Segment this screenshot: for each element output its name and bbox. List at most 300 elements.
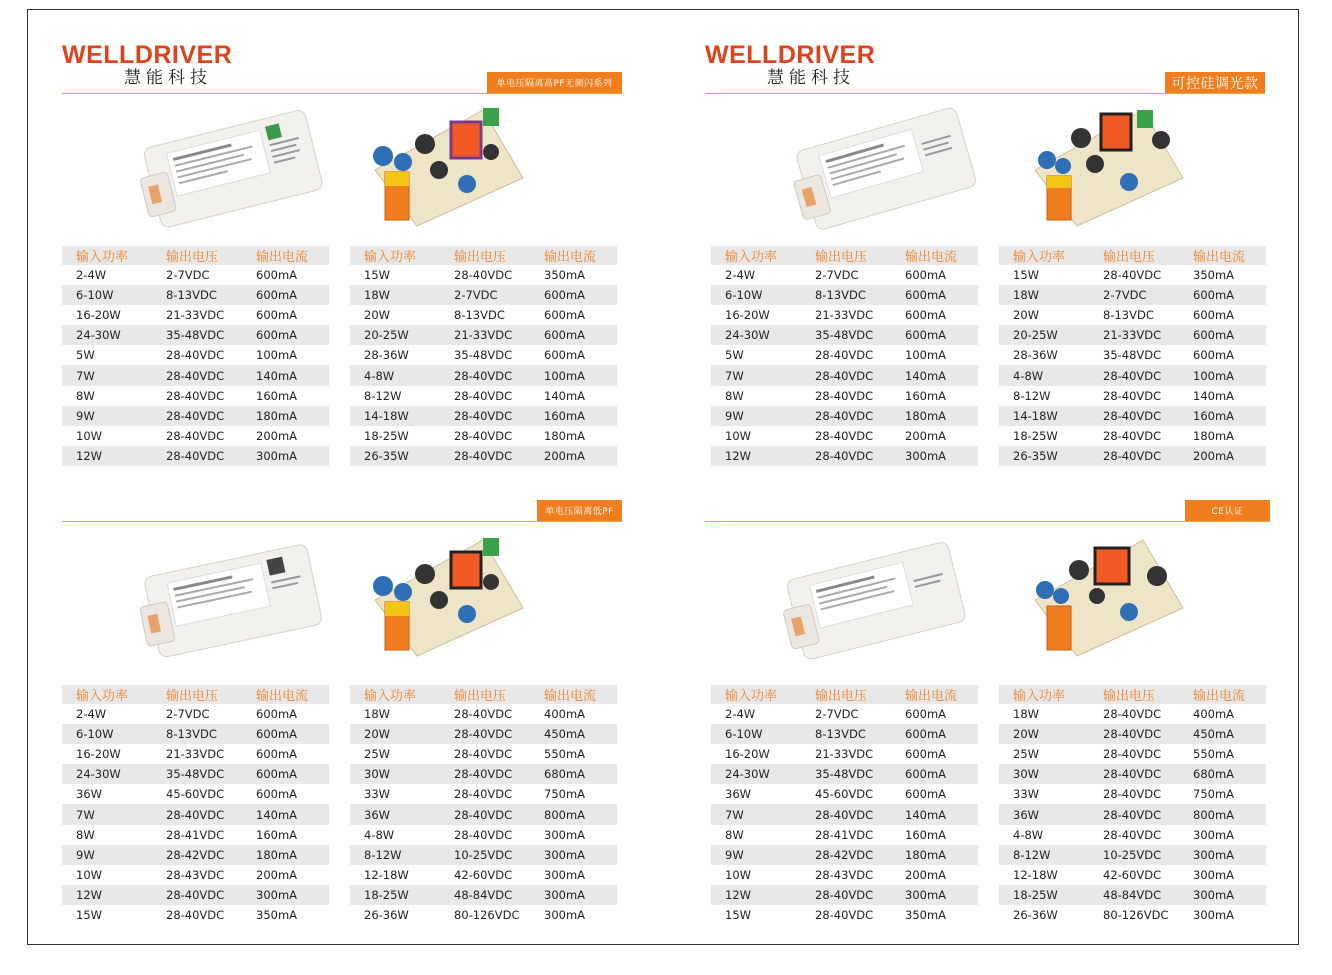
series-tag-tr: 可控硅调光款 <box>1165 72 1265 93</box>
column-header: 输出电流 <box>530 246 617 265</box>
output-current-cell: 160mA <box>530 406 617 426</box>
output-voltage-cell: 21-33VDC <box>440 325 530 345</box>
series-tag-br: CE认证 <box>1185 500 1270 521</box>
table-header-row <box>350 685 617 704</box>
table-row <box>999 365 1266 385</box>
input-power-cell: 15W <box>364 268 391 283</box>
table-row <box>711 265 978 285</box>
output-current-cell: 600mA <box>891 325 978 345</box>
column-header: 输入功率 <box>62 246 152 265</box>
output-voltage-cell: 28-40VDC <box>440 406 530 426</box>
output-current-cell: 600mA <box>891 724 978 744</box>
table-row <box>350 325 617 345</box>
column-header: 输入功率 <box>711 246 801 265</box>
output-current-cell: 200mA <box>1179 446 1266 466</box>
input-power-cell: 36W <box>350 804 440 824</box>
column-header: 输入功率 <box>711 685 801 704</box>
input-power-cell: 10W <box>76 428 103 443</box>
output-voltage-cell: 28-40VDC <box>440 804 530 824</box>
output-current-cell: 600mA <box>891 285 978 305</box>
column-header: 输出电压 <box>801 685 891 704</box>
output-current-cell: 300mA <box>242 446 329 466</box>
input-power-cell: 4-8W <box>364 827 395 842</box>
brand-cn-name: 慧能科技 <box>767 68 855 88</box>
output-voltage-cell: 28-41VDC <box>815 827 874 842</box>
table-row <box>62 406 329 426</box>
input-power-cell: 10W <box>76 867 103 882</box>
table-row <box>999 325 1266 345</box>
output-current-cell: 350mA <box>905 907 947 922</box>
input-power-cell: 2-4W <box>76 707 107 722</box>
table-row <box>711 325 978 345</box>
output-voltage-cell: 28-41VDC <box>166 827 225 842</box>
table-row <box>711 905 978 925</box>
table-row <box>350 285 617 305</box>
column-header: 输出电压 <box>440 246 530 265</box>
output-voltage-cell: 28-40VDC <box>1089 406 1179 426</box>
spec-table-1 <box>62 246 329 466</box>
output-current-cell: 750mA <box>544 787 586 802</box>
output-voltage-cell: 28-40VDC <box>166 348 225 363</box>
input-power-cell: 7W <box>711 804 801 824</box>
output-voltage-cell: 28-40VDC <box>1089 764 1179 784</box>
column-header: 输出电流 <box>891 246 978 265</box>
table-row <box>711 845 978 865</box>
output-current-cell: 350mA <box>256 907 298 922</box>
output-voltage-cell: 28-40VDC <box>815 388 874 403</box>
table-header-row <box>999 246 1266 265</box>
table-row <box>62 784 329 804</box>
table-row <box>711 426 978 446</box>
output-voltage-cell: 8-13VDC <box>801 724 891 744</box>
output-voltage-cell: 10-25VDC <box>1089 845 1179 865</box>
input-power-cell: 36W <box>999 804 1089 824</box>
input-power-cell: 20-25W <box>999 325 1089 345</box>
output-current-cell: 350mA <box>544 268 586 283</box>
input-power-cell: 18-25W <box>999 885 1089 905</box>
table-row <box>62 345 329 365</box>
output-current-cell: 600mA <box>891 764 978 784</box>
output-current-cell: 750mA <box>1193 787 1235 802</box>
table-row <box>711 804 978 824</box>
output-voltage-cell: 28-40VDC <box>1103 827 1162 842</box>
output-current-cell: 600mA <box>1193 348 1235 363</box>
output-current-cell: 140mA <box>891 804 978 824</box>
input-power-cell: 36W <box>725 787 752 802</box>
table-row <box>350 704 617 724</box>
input-power-cell: 8W <box>725 827 744 842</box>
input-power-cell: 30W <box>350 764 440 784</box>
input-power-cell: 18-25W <box>364 428 409 443</box>
input-power-cell: 15W <box>76 907 103 922</box>
column-header: 输入功率 <box>999 685 1089 704</box>
input-power-cell: 26-36W <box>364 907 409 922</box>
output-current-cell: 300mA <box>544 827 586 842</box>
input-power-cell: 24-30W <box>62 325 152 345</box>
input-power-cell: 15W <box>725 907 752 922</box>
table-row <box>350 845 617 865</box>
output-current-cell: 300mA <box>1193 827 1235 842</box>
output-voltage-cell: 21-33VDC <box>1089 325 1179 345</box>
input-power-cell: 9W <box>62 406 152 426</box>
table-row <box>999 744 1266 764</box>
output-current-cell: 140mA <box>242 365 329 385</box>
output-voltage-cell: 28-40VDC <box>454 747 513 762</box>
section-divider-br <box>705 521 1270 522</box>
output-voltage-cell: 28-42VDC <box>152 845 242 865</box>
output-voltage-cell: 2-7VDC <box>815 268 859 283</box>
table-row <box>350 764 617 784</box>
table-row <box>711 365 978 385</box>
brand-cn-name: 慧能科技 <box>124 68 212 88</box>
output-voltage-cell: 28-40VDC <box>454 268 513 283</box>
input-power-cell: 8-12W <box>364 388 402 403</box>
output-voltage-cell: 28-43VDC <box>166 867 225 882</box>
table-row <box>62 386 329 406</box>
output-voltage-cell: 28-40VDC <box>440 724 530 744</box>
input-power-cell: 12-18W <box>1013 867 1058 882</box>
input-power-cell: 26-35W <box>350 446 440 466</box>
table-row <box>711 345 978 365</box>
output-current-cell: 600mA <box>530 285 617 305</box>
input-power-cell: 12W <box>62 446 152 466</box>
output-current-cell: 600mA <box>544 348 586 363</box>
table-row <box>999 845 1266 865</box>
output-current-cell: 600mA <box>256 268 298 283</box>
output-voltage-cell: 28-40VDC <box>166 907 225 922</box>
table-row <box>350 305 617 325</box>
column-header: 输出电压 <box>1089 685 1179 704</box>
output-voltage-cell: 28-40VDC <box>1089 804 1179 824</box>
output-current-cell: 160mA <box>905 827 947 842</box>
output-voltage-cell: 80-126VDC <box>1103 907 1169 922</box>
output-voltage-cell: 28-40VDC <box>815 348 874 363</box>
table-row <box>999 804 1266 824</box>
output-current-cell: 680mA <box>1179 764 1266 784</box>
input-power-cell: 2-4W <box>725 268 756 283</box>
output-current-cell: 200mA <box>256 428 298 443</box>
input-power-cell: 12-18W <box>364 867 409 882</box>
output-current-cell: 450mA <box>1179 724 1266 744</box>
column-header: 输入功率 <box>350 246 440 265</box>
output-current-cell: 600mA <box>905 707 947 722</box>
pcb-board-image <box>1025 100 1190 228</box>
input-power-cell: 4-8W <box>350 365 440 385</box>
input-power-cell: 33W <box>364 787 391 802</box>
output-current-cell: 600mA <box>256 787 298 802</box>
input-power-cell: 16-20W <box>76 747 121 762</box>
output-voltage-cell: 35-48VDC <box>801 764 891 784</box>
output-voltage-cell: 28-40VDC <box>166 388 225 403</box>
output-voltage-cell: 28-40VDC <box>1089 365 1179 385</box>
input-power-cell: 20W <box>350 724 440 744</box>
input-power-cell: 6-10W <box>711 724 801 744</box>
output-voltage-cell: 21-33VDC <box>815 308 874 323</box>
output-voltage-cell: 45-60VDC <box>166 787 225 802</box>
output-voltage-cell: 28-40VDC <box>801 885 891 905</box>
output-current-cell: 800mA <box>1179 804 1266 824</box>
table-header-row <box>62 246 329 265</box>
column-header: 输入功率 <box>350 685 440 704</box>
output-voltage-cell: 28-40VDC <box>1103 388 1162 403</box>
table-row <box>350 406 617 426</box>
output-voltage-cell: 28-40VDC <box>152 406 242 426</box>
output-voltage-cell: 28-40VDC <box>440 764 530 784</box>
series-tag-tl: 单电压隔离高PF无频闪系列 <box>487 72 622 93</box>
column-header: 输入功率 <box>62 685 152 704</box>
output-current-cell: 140mA <box>544 388 586 403</box>
table-row <box>711 446 978 466</box>
input-power-cell: 7W <box>711 365 801 385</box>
output-voltage-cell: 45-60VDC <box>815 787 874 802</box>
input-power-cell: 8-12W <box>1013 388 1051 403</box>
section-divider-tl <box>62 93 622 94</box>
output-voltage-cell: 48-84VDC <box>1089 885 1179 905</box>
column-header: 输出电流 <box>891 685 978 704</box>
table-row <box>711 764 978 784</box>
output-current-cell: 140mA <box>891 365 978 385</box>
table-row <box>62 365 329 385</box>
output-current-cell: 300mA <box>530 885 617 905</box>
input-power-cell: 5W <box>76 348 95 363</box>
output-current-cell: 160mA <box>905 388 947 403</box>
table-row <box>711 825 978 845</box>
output-voltage-cell: 8-13VDC <box>454 308 505 323</box>
output-current-cell: 680mA <box>530 764 617 784</box>
output-current-cell: 200mA <box>530 446 617 466</box>
output-current-cell: 800mA <box>530 804 617 824</box>
output-current-cell: 600mA <box>256 308 298 323</box>
table-row <box>62 285 329 305</box>
column-header: 输入功率 <box>999 246 1089 265</box>
output-voltage-cell: 28-40VDC <box>440 365 530 385</box>
table-row <box>999 406 1266 426</box>
output-voltage-cell: 42-60VDC <box>1103 867 1162 882</box>
input-power-cell: 14-18W <box>350 406 440 426</box>
output-voltage-cell: 28-40VDC <box>1089 446 1179 466</box>
output-voltage-cell: 28-42VDC <box>801 845 891 865</box>
input-power-cell: 16-20W <box>725 747 770 762</box>
output-current-cell: 600mA <box>530 325 617 345</box>
table-row <box>350 426 617 446</box>
column-header: 输出电流 <box>530 685 617 704</box>
table-row <box>711 305 978 325</box>
input-power-cell: 9W <box>62 845 152 865</box>
output-current-cell: 600mA <box>905 787 947 802</box>
output-current-cell: 350mA <box>1193 268 1235 283</box>
table-row <box>999 426 1266 446</box>
output-current-cell: 400mA <box>1193 707 1235 722</box>
input-power-cell: 20W <box>364 308 391 323</box>
output-current-cell: 600mA <box>905 308 947 323</box>
column-header: 输出电压 <box>801 246 891 265</box>
output-current-cell: 600mA <box>242 325 329 345</box>
output-current-cell: 180mA <box>242 845 329 865</box>
input-power-cell: 4-8W <box>999 365 1089 385</box>
output-voltage-cell: 2-7VDC <box>440 285 530 305</box>
output-current-cell: 100mA <box>530 365 617 385</box>
output-current-cell: 160mA <box>1179 406 1266 426</box>
table-row <box>350 386 617 406</box>
table-row <box>62 865 329 885</box>
output-current-cell: 300mA <box>1179 845 1266 865</box>
table-row <box>350 825 617 845</box>
table-row <box>62 305 329 325</box>
output-voltage-cell: 28-40VDC <box>815 907 874 922</box>
table-row <box>999 905 1266 925</box>
table-row <box>62 426 329 446</box>
brand-logo-left <box>62 42 232 88</box>
table-row <box>999 446 1266 466</box>
output-current-cell: 600mA <box>544 308 586 323</box>
table-row <box>350 905 617 925</box>
table-row <box>711 865 978 885</box>
input-power-cell: 5W <box>725 348 744 363</box>
input-power-cell: 6-10W <box>62 285 152 305</box>
output-voltage-cell: 28-40VDC <box>454 827 513 842</box>
led-driver-case-image <box>775 530 975 670</box>
output-voltage-cell: 28-40VDC <box>1103 747 1162 762</box>
output-voltage-cell: 21-33VDC <box>166 747 225 762</box>
column-header: 输出电流 <box>1179 246 1266 265</box>
input-power-cell: 7W <box>62 365 152 385</box>
input-power-cell: 18W <box>350 285 440 305</box>
input-power-cell: 18-25W <box>1013 428 1058 443</box>
output-voltage-cell: 28-40VDC <box>454 388 513 403</box>
output-current-cell: 550mA <box>1193 747 1235 762</box>
output-current-cell: 600mA <box>1179 325 1266 345</box>
output-voltage-cell: 10-25VDC <box>440 845 530 865</box>
output-current-cell: 400mA <box>544 707 586 722</box>
output-current-cell: 600mA <box>1193 308 1235 323</box>
input-power-cell: 12W <box>62 885 152 905</box>
output-voltage-cell: 35-48VDC <box>1103 348 1162 363</box>
table-row <box>350 345 617 365</box>
brand-name: WELLDRIVER <box>62 41 233 69</box>
input-power-cell: 28-36W <box>1013 348 1058 363</box>
led-driver-case-image <box>132 530 332 670</box>
column-header: 输出电压 <box>1089 246 1179 265</box>
output-voltage-cell: 28-40VDC <box>815 428 874 443</box>
output-voltage-cell: 28-40VDC <box>454 707 513 722</box>
output-current-cell: 600mA <box>905 268 947 283</box>
input-power-cell: 18-25W <box>350 885 440 905</box>
output-voltage-cell: 28-40VDC <box>801 446 891 466</box>
output-voltage-cell: 2-7VDC <box>166 707 210 722</box>
output-current-cell: 100mA <box>1179 365 1266 385</box>
table-row <box>62 905 329 925</box>
output-current-cell: 600mA <box>256 747 298 762</box>
input-power-cell: 2-4W <box>725 707 756 722</box>
table-row <box>62 845 329 865</box>
output-voltage-cell: 35-48VDC <box>152 325 242 345</box>
input-power-cell: 16-20W <box>76 308 121 323</box>
column-header: 输出电压 <box>152 685 242 704</box>
output-current-cell: 300mA <box>891 446 978 466</box>
input-power-cell: 6-10W <box>62 724 152 744</box>
column-header: 输出电压 <box>152 246 242 265</box>
section-divider-bl <box>62 521 622 522</box>
spec-table-5 <box>62 685 329 925</box>
input-power-cell: 12W <box>711 885 801 905</box>
input-power-cell: 7W <box>62 804 152 824</box>
table-row <box>999 386 1266 406</box>
table-row <box>999 265 1266 285</box>
spec-table-7 <box>711 685 978 925</box>
input-power-cell: 30W <box>999 764 1089 784</box>
output-current-cell: 600mA <box>242 764 329 784</box>
column-header: 输出电流 <box>242 685 329 704</box>
output-current-cell: 200mA <box>905 428 947 443</box>
input-power-cell: 2-4W <box>76 268 107 283</box>
input-power-cell: 8W <box>725 388 744 403</box>
table-row <box>62 764 329 784</box>
led-driver-case-image <box>785 98 985 238</box>
output-current-cell: 600mA <box>242 285 329 305</box>
table-row <box>350 724 617 744</box>
table-header-row <box>711 685 978 704</box>
input-power-cell: 36W <box>76 787 103 802</box>
output-voltage-cell: 35-48VDC <box>454 348 513 363</box>
input-power-cell: 24-30W <box>711 764 801 784</box>
output-voltage-cell: 42-60VDC <box>454 867 513 882</box>
output-voltage-cell: 8-13VDC <box>152 724 242 744</box>
spec-table-8 <box>999 685 1266 925</box>
output-voltage-cell: 28-40VDC <box>152 804 242 824</box>
table-row <box>62 265 329 285</box>
table-row <box>62 825 329 845</box>
section-divider-tr <box>705 93 1265 94</box>
input-power-cell: 8-12W <box>999 845 1089 865</box>
pcb-board-image <box>365 100 530 228</box>
output-voltage-cell: 28-40VDC <box>801 406 891 426</box>
spec-table-2 <box>350 246 617 466</box>
output-voltage-cell: 28-40VDC <box>454 428 513 443</box>
output-voltage-cell: 80-126VDC <box>454 907 520 922</box>
output-current-cell: 160mA <box>256 388 298 403</box>
input-power-cell: 10W <box>725 867 752 882</box>
input-power-cell: 25W <box>364 747 391 762</box>
table-row <box>999 885 1266 905</box>
output-voltage-cell: 28-40VDC <box>801 365 891 385</box>
output-current-cell: 600mA <box>1179 285 1266 305</box>
table-row <box>999 764 1266 784</box>
output-voltage-cell: 28-40VDC <box>1103 428 1162 443</box>
output-current-cell: 100mA <box>905 348 947 363</box>
table-header-row <box>999 685 1266 704</box>
input-power-cell: 8-12W <box>350 845 440 865</box>
column-header: 输出电流 <box>1179 685 1266 704</box>
table-row <box>350 784 617 804</box>
output-voltage-cell: 35-48VDC <box>801 325 891 345</box>
spec-table-6 <box>350 685 617 925</box>
table-row <box>350 885 617 905</box>
output-voltage-cell: 28-40VDC <box>454 787 513 802</box>
output-current-cell: 180mA <box>544 428 586 443</box>
table-row <box>62 446 329 466</box>
table-row <box>711 744 978 764</box>
table-row <box>999 825 1266 845</box>
table-header-row <box>62 685 329 704</box>
output-current-cell: 300mA <box>891 885 978 905</box>
input-power-cell: 26-35W <box>999 446 1089 466</box>
input-power-cell: 15W <box>1013 268 1040 283</box>
output-voltage-cell: 28-40VDC <box>152 365 242 385</box>
output-voltage-cell: 28-40VDC <box>1103 268 1162 283</box>
output-voltage-cell: 8-13VDC <box>152 285 242 305</box>
output-current-cell: 300mA <box>544 867 586 882</box>
input-power-cell: 28-36W <box>364 348 409 363</box>
